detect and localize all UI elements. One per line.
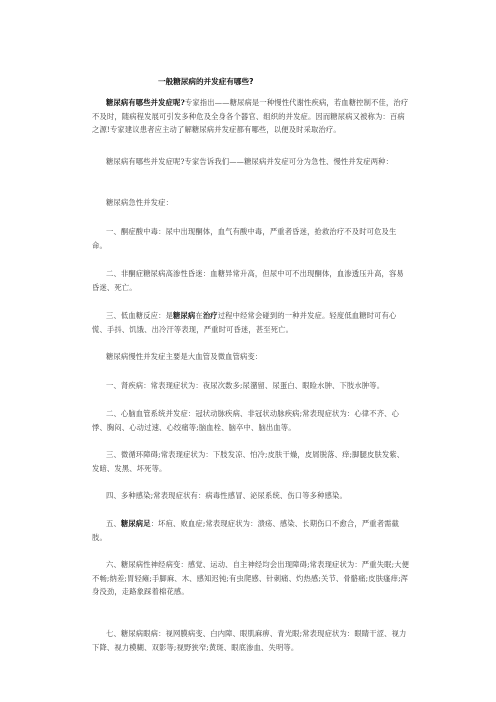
paragraph-infections: 四、多种感染;常表现症状有：病毒性感冒、泌尿系统、伤口等多种感染。 [106,491,347,500]
paragraph-hyperosmolar-coma: 二、非酮症糖尿病高渗性昏迷：血糖异常升高，但尿中可不出现酮体，血渗透压升高，容易昏迷、死亡。 [92,269,404,292]
document-title: 一般糖尿病的并发症有哪些? [158,77,254,86]
intro-lead-bold: 糖尿病有哪些并发症呢? [106,98,185,107]
paragraph-ketoacidosis: 一、酮症酸中毒：尿中出现酮体，血气有酸中毒，严重者昏迷，抢救治疗不及时可危及生命。 [92,227,397,250]
paragraph-eye-disease: 七、糖尿病眼病：视网膜病变、白内障、眼肌麻痹、青光眼;常表现症状为：眼睛干涩、视力下降、视力模糊、双影等;视野狭窄;黄斑、眼底渗血、失明等。 [92,629,407,652]
heading-chronic-complications: 糖尿病慢性并发症主要是大血管及微血管病变： [106,352,263,361]
paragraph-kidney-disease: 一、肾疾病：常表现症状为：夜尿次数多;尿潴留、尿蛋白、眼睑水肿、下肢水肿等。 [106,381,385,390]
paragraph-hypoglycemia [92,309,410,336]
hypoglycemia-term-treatment: 治疗 [202,311,218,320]
heading-acute-complications: 糖尿病急性并发症： [106,198,174,207]
intro-rest: 专家指出——糖尿病是一种慢性代谢性疾病，若血糖控制不佳，治疗不及时，随病程发展可引发多种危及全身各个器官、组织的并发症。因而糖尿病又被称为：百病之源!专家建议患者应主动了解糖尿病并发症都有哪些，以便及时采取治疗。 [92,98,409,135]
paragraph-microcirculation: 三、微循环障碍;常表现症状为：下肢发凉、怕冷;皮肤干燥，皮屑脱落、痒;脚腿皮肤发紫、发暗、发黑、坏死等。 [92,450,405,473]
diabetic-foot-prefix: 五、 [106,519,121,528]
diabetic-foot-term: 糖尿病足 [120,519,151,528]
paragraph-cardiovascular: 二、心脑血管系统并发症：冠状动脉疾病、非冠状动脉疾病;常表现症状为：心律不齐、心悸、胸闷、心动过速、心绞痛等;脑血栓、脑卒中、脑出血等。 [92,409,400,432]
paragraph-complication-types: 糖尿病有哪些并发症呢?专家告诉我们——糖尿病并发症可分为急性、慢性并发症两种： [106,157,394,166]
hypoglycemia-text-c: 在 [195,311,203,320]
diabetic-foot-text: ：坏疽、败血症;常表现症状为：溃疡、感染、长期伤口不愈合，严重者需截肢。 [92,519,400,542]
hypoglycemia-term-diabetes: 糖尿病 [173,311,196,320]
intro-paragraph [92,96,410,137]
paragraph-diabetic-foot [92,517,410,544]
paragraph-neuropathy: 六、糖尿病性神经病变：感觉、运动、自主神经均会出现障碍;常表现症状为：严重失眠;大便不畅;纳差;胃轻瘫;手脚麻、木、感知迟钝;有虫爬感、针刺痛、灼热感;关节、骨骼痛;皮肤瘙痒;浑身没劲，走路象踩着棉花感。 [92,560,410,597]
hypoglycemia-text-a: 三、低血糖反应：是 [106,311,174,320]
hypoglycemia-text-e: 过程中经常会碰到的一种并发症。轻度低血糖时可有心慌、手抖、饥饿、出冷汗等表现，严重时可昏迷，甚至死亡。 [92,311,397,334]
